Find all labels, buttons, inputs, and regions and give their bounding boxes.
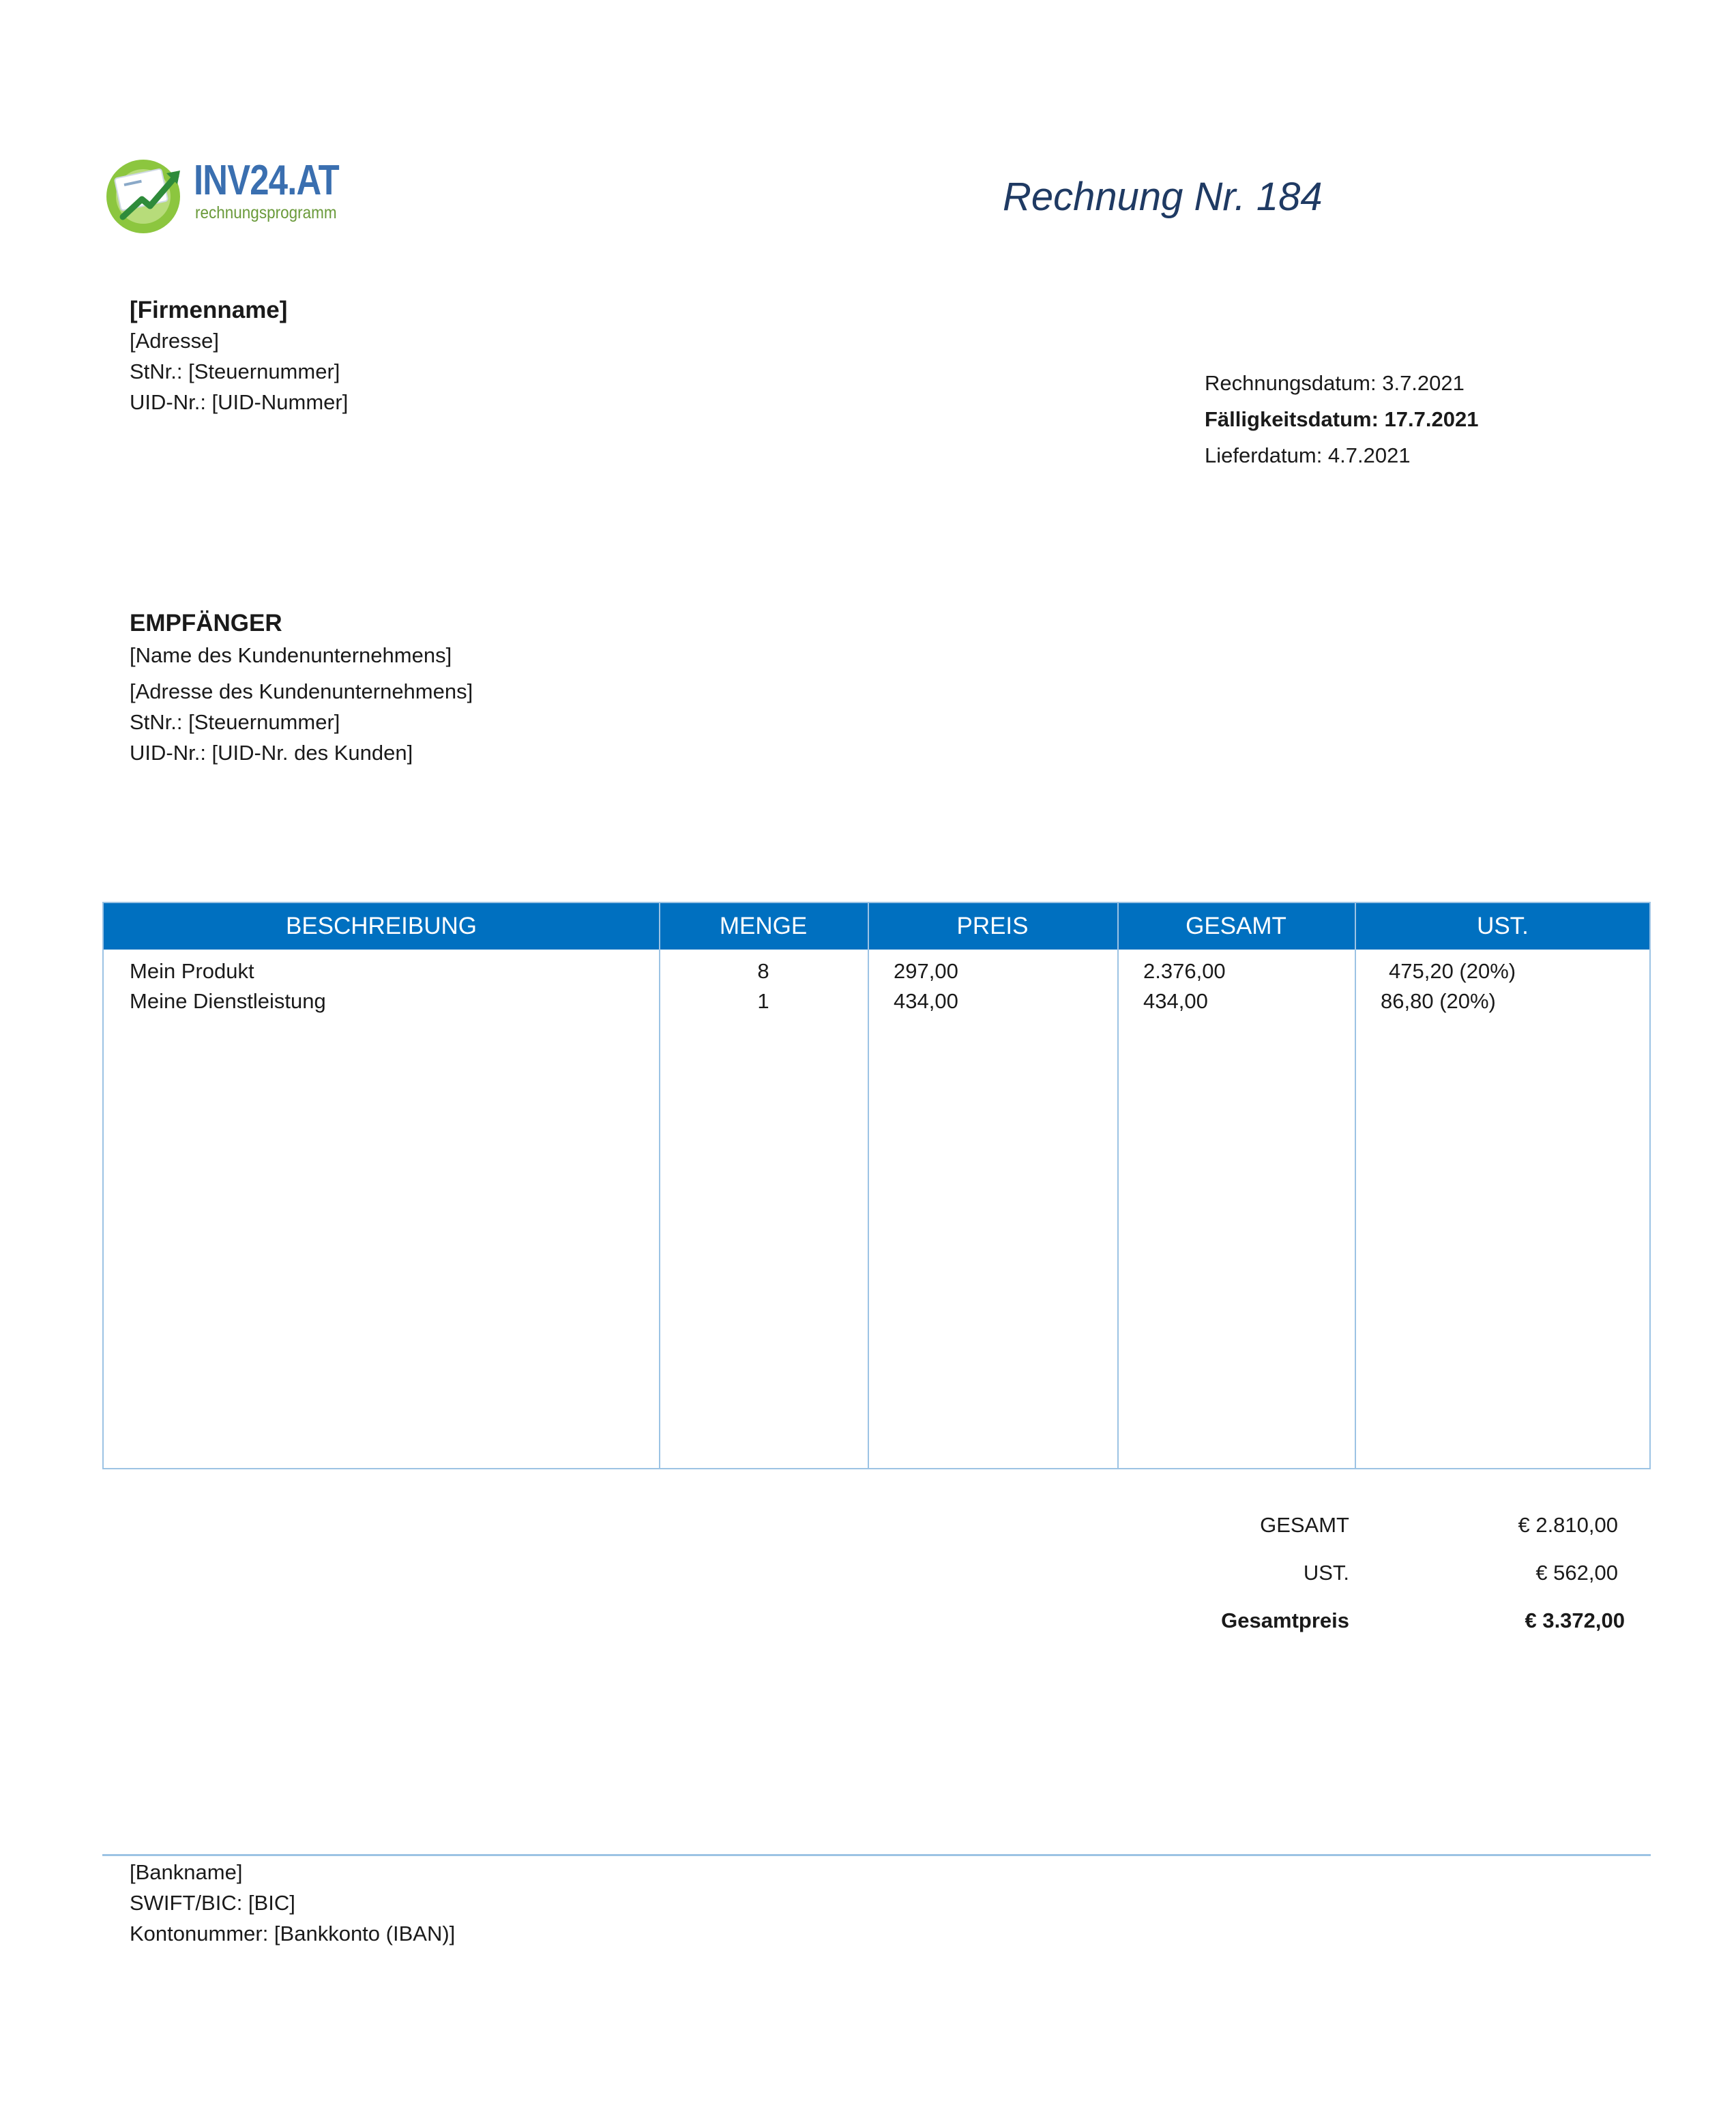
sender-address: [Adresse] (130, 329, 219, 353)
tax-label: UST. (1303, 1561, 1349, 1585)
items-table (102, 902, 1651, 1469)
bank-account: Kontonummer: [Bankkonto (IBAN)] (130, 1922, 456, 1945)
invoice-date: Rechnungsdatum: 3.7.2021 (1205, 371, 1465, 395)
recipient-name: [Name des Kundenunternehmens] (130, 643, 452, 667)
bank-swift: SWIFT/BIC: [BIC] (130, 1891, 295, 1915)
row-vat: 475,20 (20%) (1389, 959, 1516, 983)
sender-company: [Firmenname] (130, 297, 288, 323)
header-price: PREIS (956, 913, 1029, 939)
logo-mark-icon (102, 150, 191, 239)
column-divider (1117, 903, 1119, 1468)
logo-tagline: rechnungsprogramm (195, 203, 337, 222)
table-header (104, 903, 1649, 950)
recipient-address: [Adresse des Kundenunternehmens] (130, 679, 473, 703)
sender-tax-number: StNr.: [Steuernummer] (130, 359, 340, 383)
row-total: 434,00 (1143, 989, 1208, 1013)
row-price: 297,00 (894, 959, 958, 983)
recipient-block (130, 607, 473, 768)
header-quantity: MENGE (719, 913, 808, 939)
row-quantity: 1 (757, 989, 769, 1013)
footer-divider (102, 1854, 1651, 1856)
row-price: 434,00 (894, 989, 958, 1013)
sender-block (130, 295, 348, 417)
header-description: BESCHREIBUNG (285, 913, 477, 939)
subtotal-value: € 2.810,00 (1518, 1513, 1618, 1537)
company-logo (102, 150, 348, 239)
row-description: Meine Dienstleistung (130, 989, 326, 1013)
header-total: GESAMT (1186, 913, 1286, 939)
row-quantity: 8 (757, 959, 769, 983)
column-divider (1355, 903, 1356, 1468)
delivery-date: Lieferdatum: 4.7.2021 (1205, 443, 1411, 467)
sender-vat-number: UID-Nr.: [UID-Nummer] (130, 390, 349, 414)
recipient-vat-number: UID-Nr.: [UID-Nr. des Kunden] (130, 741, 413, 765)
row-total: 2.376,00 (1143, 959, 1226, 983)
row-vat: 86,80 (20%) (1381, 989, 1496, 1013)
tax-value: € 562,00 (1535, 1561, 1618, 1585)
dates-block (1205, 365, 1478, 473)
recipient-heading: EMPFÄNGER (130, 610, 282, 636)
column-divider (868, 903, 869, 1468)
header-vat: UST. (1477, 913, 1529, 939)
logo-wordmark: INV24.AT (194, 157, 339, 204)
bank-name: [Bankname] (130, 1860, 243, 1884)
grand-total-value: € 3.372,00 (1525, 1608, 1625, 1632)
invoice-title: Rechnung Nr. 184 (1003, 175, 1323, 219)
row-description: Mein Produkt (130, 959, 254, 983)
bank-block (130, 1857, 455, 1949)
subtotal-label: GESAMT (1260, 1513, 1349, 1537)
due-date: Fälligkeitsdatum: 17.7.2021 (1205, 407, 1479, 431)
grand-total-label: Gesamtpreis (1221, 1608, 1349, 1632)
recipient-tax-number: StNr.: [Steuernummer] (130, 710, 340, 734)
